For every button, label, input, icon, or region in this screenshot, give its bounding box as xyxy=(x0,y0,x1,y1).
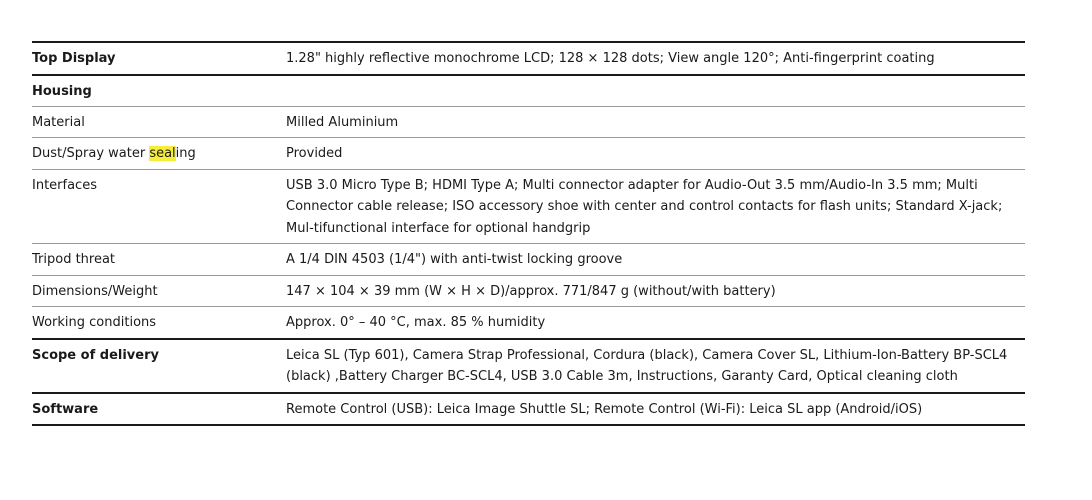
spec-value: 147 × 104 × 39 mm (W × H × D)/approx. 771/847 g (without/with battery) xyxy=(286,283,776,299)
spec-row-top-display xyxy=(32,41,1025,76)
spec-value: Leica SL (Typ 601), Camera Strap Professional, Cordura (black), Camera Cover SL, Lithium-Ion-Battery BP-SCL4 (black) ,Battery Charger BC-SCL4, USB 3.0 Cable 3m, Instructions, Garanty Card, Optical cleaning cloth xyxy=(286,347,1008,384)
spec-value: USB 3.0 Micro Type B; HDMI Type A; Multi connector adapter for Audio-Out 3.5 mm/Audio-In 3.5 mm; Multi Connector cable release; ISO accessory shoe with center and control contacts for flash units; Standard X-jack; Mul-tifunctional interface for optional handgrip xyxy=(286,177,1003,236)
spec-row-dust-spray xyxy=(32,138,1025,170)
spec-row-tripod xyxy=(32,244,1025,276)
spec-row-working-conditions xyxy=(32,307,1025,340)
spec-value xyxy=(286,76,1025,106)
label-text: ing xyxy=(175,146,196,161)
spec-label xyxy=(32,138,286,169)
spec-label: Scope of delivery xyxy=(32,347,159,363)
spec-value: Provided xyxy=(286,146,343,161)
spec-value: Remote Control (USB): Leica Image Shuttle SL; Remote Control (Wi-Fi): Leica SL app (Android/iOS) xyxy=(286,401,923,417)
spec-label: Working conditions xyxy=(32,315,157,330)
spec-table xyxy=(32,41,1025,426)
spec-label: Interfaces xyxy=(32,177,97,193)
spec-label: Dimensions/Weight xyxy=(32,283,158,299)
spec-row-scope xyxy=(32,340,1025,394)
spec-value: Milled Aluminium xyxy=(286,114,399,130)
spec-value: A 1/4 DIN 4503 (1/4") with anti-twist locking groove xyxy=(286,252,623,267)
spec-value: 1.28" highly reflective monochrome LCD; 128 × 128 dots; View angle 120°; Anti-fingerprint coating xyxy=(286,51,935,66)
spec-value: Approx. 0° – 40 °C, max. 85 % humidity xyxy=(286,315,546,330)
spec-row-housing xyxy=(32,76,1025,107)
section-heading: Housing xyxy=(32,83,92,99)
label-text: Dust/Spray water xyxy=(32,146,150,161)
spec-row-material xyxy=(32,107,1025,139)
spec-label: Software xyxy=(32,401,99,417)
spec-label: Tripod threat xyxy=(32,252,116,267)
spec-row-interfaces xyxy=(32,170,1025,245)
search-highlight: seal xyxy=(149,146,176,161)
spec-row-dimensions xyxy=(32,276,1025,308)
spec-row-software xyxy=(32,394,1025,427)
spec-label: Material xyxy=(32,114,85,130)
spec-label: Top Display xyxy=(32,51,116,66)
